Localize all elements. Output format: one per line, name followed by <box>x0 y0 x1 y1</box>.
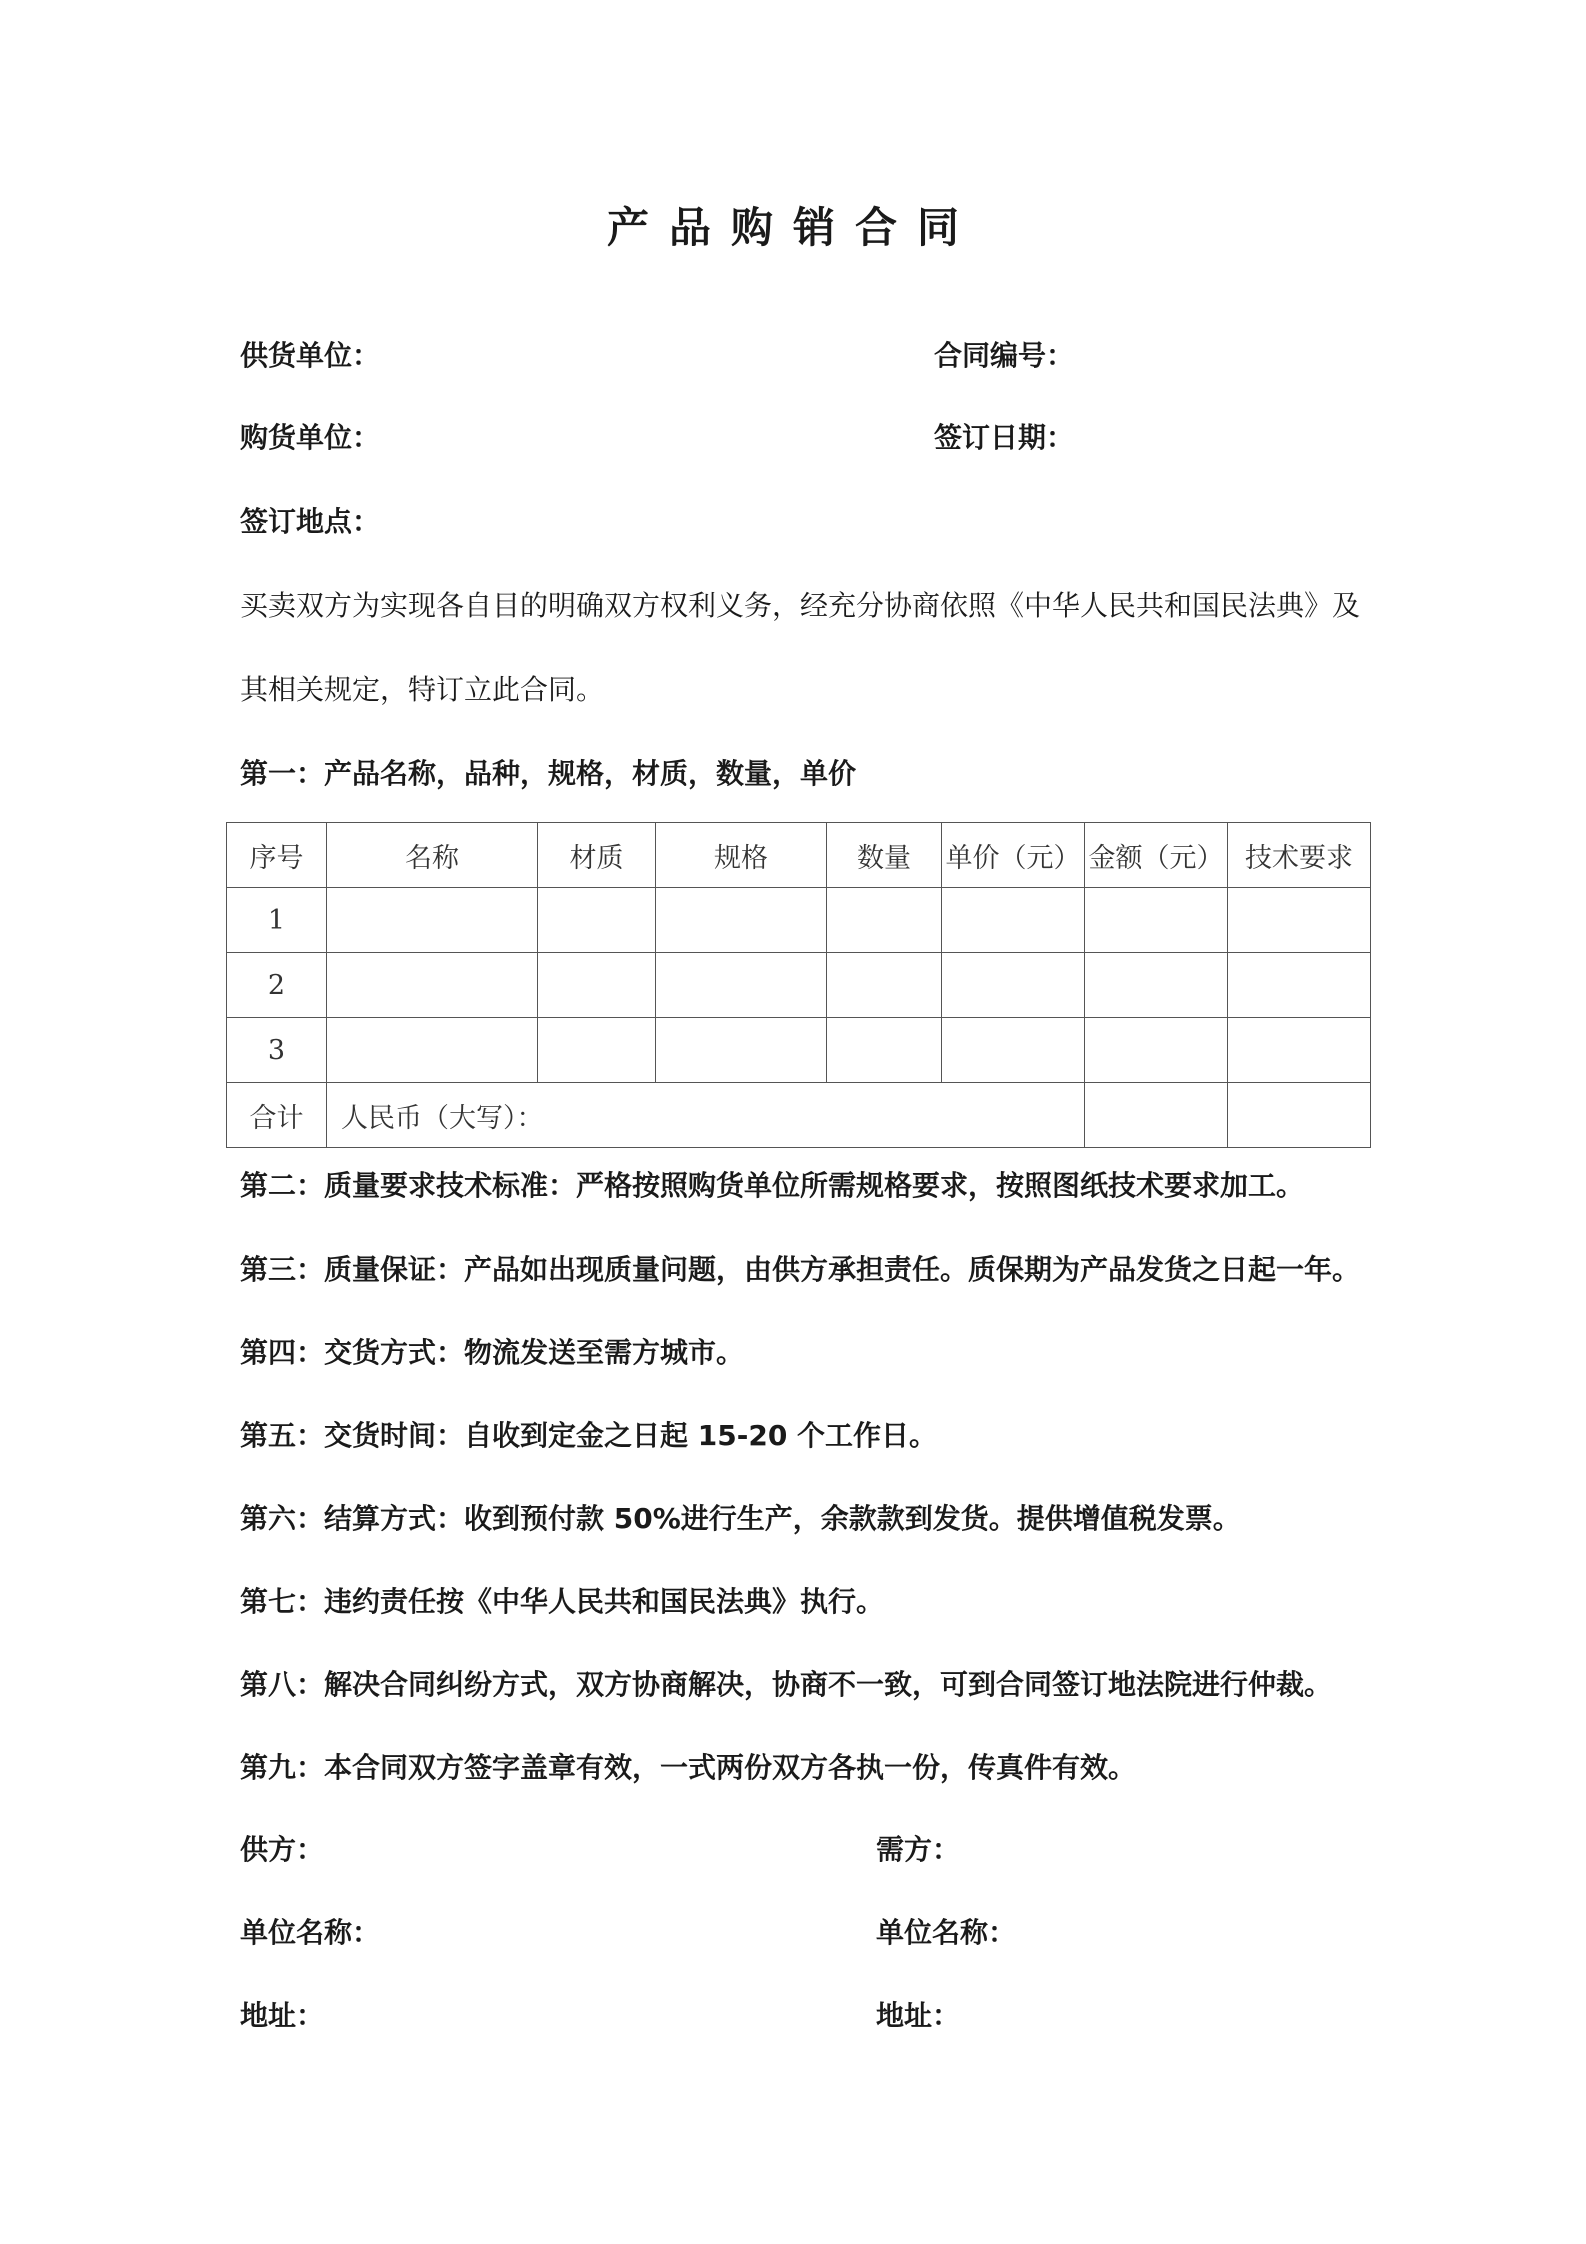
table-cell <box>1228 953 1371 1018</box>
table-cell <box>942 888 1085 953</box>
clause-3: 第三：质量保证：产品如出现质量问题，由供方承担责任。质保期为产品发货之日起一年。 <box>240 1253 1361 1286</box>
clause-1-title: 第一：产品名称，品种，规格，材质，数量，单价 <box>240 757 857 790</box>
signature-supplier-unit-label: 单位名称： <box>240 1916 381 1949</box>
signature-buyer-address-label: 地址： <box>876 1999 961 2032</box>
table-cell <box>1228 888 1371 953</box>
table-row <box>227 953 1371 1018</box>
signature-buyer-unit-label: 单位名称： <box>876 1916 1017 1949</box>
signature-buyer-label: 需方： <box>876 1833 961 1866</box>
table-cell <box>827 888 942 953</box>
table-cell <box>1085 953 1228 1018</box>
table-cell <box>656 1018 827 1083</box>
table-cell <box>538 1018 656 1083</box>
contract-no-label: 合同编号： <box>934 339 1075 372</box>
table-cell <box>942 953 1085 1018</box>
header-cell-spec: 规格 <box>656 823 827 888</box>
table-cell <box>1228 1018 1371 1083</box>
row-index-cell: 3 <box>227 1018 327 1083</box>
sign-place-label: 签订地点： <box>240 505 381 538</box>
table-cell <box>656 888 827 953</box>
table-cell <box>656 953 827 1018</box>
buyer-label: 购货单位： <box>240 421 381 454</box>
header-cell-unit-price: 单价（元） <box>942 823 1085 888</box>
product-table <box>226 822 1371 1148</box>
intro-line-1: 买卖双方为实现各自目的明确双方权利义务，经充分协商依照《中华人民共和国民法典》及 <box>240 589 1361 622</box>
header-cell-index: 序号 <box>227 823 327 888</box>
table-row <box>227 888 1371 953</box>
table-cell <box>327 1018 538 1083</box>
total-amount-cell <box>1085 1083 1228 1148</box>
header-cell-material: 材质 <box>538 823 656 888</box>
row-index-cell: 2 <box>227 953 327 1018</box>
clause-9: 第九：本合同双方签字盖章有效，一式两份双方各执一份，传真件有效。 <box>240 1751 1137 1784</box>
clause-7: 第七：违约责任按《中华人民共和国民法典》执行。 <box>240 1585 885 1618</box>
table-cell <box>827 1018 942 1083</box>
total-tech-cell <box>1228 1083 1371 1148</box>
header-cell-amount: 金额（元） <box>1085 823 1228 888</box>
header-cell-name: 名称 <box>327 823 538 888</box>
clause-4: 第四：交货方式：物流发送至需方城市。 <box>240 1336 745 1369</box>
total-rmb-cell: 人民币（大写）： <box>327 1083 1085 1148</box>
header-cell-quantity: 数量 <box>827 823 942 888</box>
table-cell <box>942 1018 1085 1083</box>
signature-supplier-label: 供方： <box>240 1833 325 1866</box>
document-title: 产品购销合同 <box>606 203 979 252</box>
table-cell <box>1085 1018 1228 1083</box>
table-cell <box>538 953 656 1018</box>
table-row <box>227 1018 1371 1083</box>
clause-6: 第六：结算方式：收到预付款 50%进行生产，余款款到发货。提供增值税发票。 <box>240 1502 1241 1535</box>
intro-line-2: 其相关规定，特订立此合同。 <box>240 673 605 706</box>
table-cell <box>827 953 942 1018</box>
clause-8: 第八：解决合同纠纷方式，双方协商解决，协商不一致，可到合同签订地法院进行仲裁。 <box>240 1668 1333 1701</box>
clause-2: 第二：质量要求技术标准：严格按照购货单位所需规格要求，按照图纸技术要求加工。 <box>240 1169 1305 1202</box>
supplier-label: 供货单位： <box>240 339 381 372</box>
signature-supplier-address-label: 地址： <box>240 1999 325 2032</box>
table-cell <box>538 888 656 953</box>
table-cell <box>1085 888 1228 953</box>
table-header-row <box>227 823 1371 888</box>
row-index-cell: 1 <box>227 888 327 953</box>
clause-5: 第五：交货时间：自收到定金之日起 15-20 个工作日。 <box>240 1419 938 1452</box>
sign-date-label: 签订日期： <box>934 421 1075 454</box>
table-total-row <box>227 1083 1371 1148</box>
total-label-cell: 合计 <box>227 1083 327 1148</box>
table-cell <box>327 953 538 1018</box>
table-cell <box>327 888 538 953</box>
header-cell-tech-req: 技术要求 <box>1228 823 1371 888</box>
